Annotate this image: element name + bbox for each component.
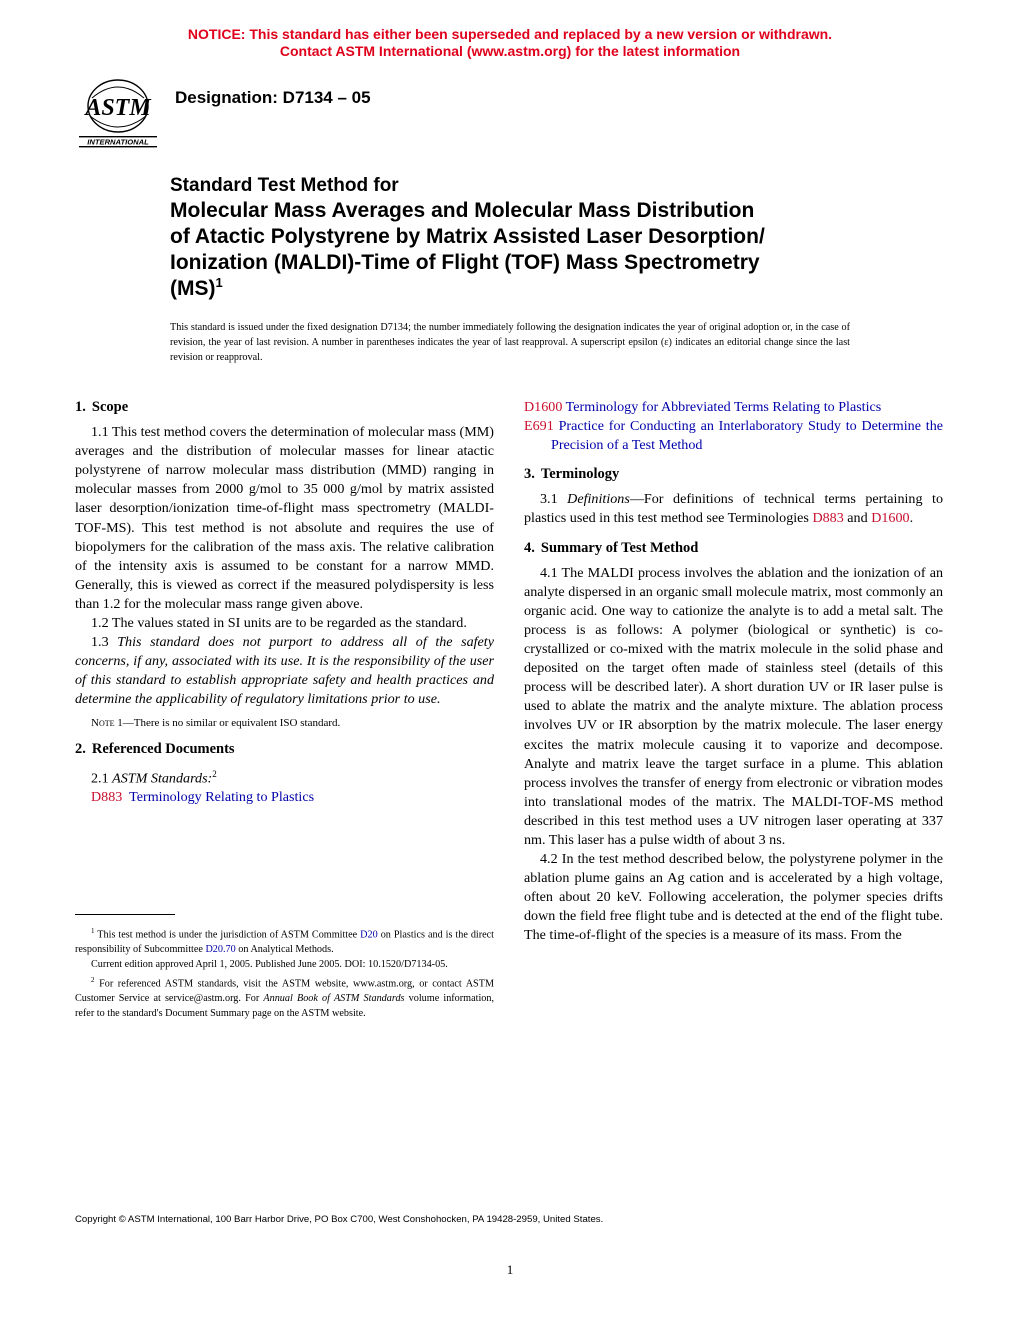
footnote-2-mark: 2 (91, 975, 95, 984)
footnote-1-text-a: This test method is under the jurisdiction of ASTM Committee (97, 929, 358, 941)
reference-e691-code[interactable]: E691 (524, 418, 554, 435)
referenced-number: 2. (75, 740, 86, 757)
scope-p3-number: 1.3 (91, 634, 109, 651)
scope-paragraph-1-1: 1.1 This test method covers the determination of molecular mass (MM) averages and the distribution of molecular masses for linear atactic polystyrene of narrow molecular mass distribution (MMD) ranging in molecular masses from 2000 g/mol to 35 000 g/mol by matrix assisted laser desorption/ionization time-of-flight mass spectrometry (MALDI-TOF-MS). This test method is not absolute and requires the use of biopolymers for the calibration of the mass axis. The relative calibration of the intensity axis is assumed to be constant for a narrow MMD. Generally, this is viewed as correct if the measured polydispersity is less than 1.2 for the molecular mass range given above. (75, 424, 494, 612)
logo-mark: ASTM (85, 95, 151, 121)
terminology-p-number: 3.1 (540, 491, 558, 508)
reference-d883-code[interactable]: D883 (91, 789, 123, 806)
title-line-4 (170, 276, 870, 302)
footnote-1-link-d2070[interactable]: D20.70 (205, 944, 236, 956)
reference-e691[interactable] (524, 417, 943, 455)
page-number: 1 (506, 1262, 514, 1277)
footnote-2-italic: Annual Book of ASTM Standards (263, 992, 405, 1004)
terminology-ref-d1600[interactable]: D1600 (871, 510, 910, 527)
summary-heading (524, 539, 943, 558)
title-footnote-mark: 1 (215, 275, 223, 290)
referenced-p1-sup: 2 (212, 768, 217, 779)
summary-paragraph-4-1: 4.1 The MALDI process involves the ablation and the ionization of an analyte dispersed in an organic small molecule matrix, most commonly an organic acid. One way to cationize the analyte is to add a metal salt. The process is as follows: A polymer (biological or synthetic) is co-crystallized or co-mixed with the matrix molecule in the solid phase and deposited on the target often made of stainless steel (details of this process will be described later). A short duration UV or IR laser pulse is used to ablate the matrix and the analyte mixture. The ablation process involves UV or IR absorption by the matrix molecule. The laser energy excites the matrix molecule causing it to vaporize and decompose. Analyte and matrix leave the target surface in a plume. This ablation process involves the transfer of energy from electronic or vibration modes into translational modes of the matrix. The MALDI-TOF-MS method described in this test method uses a UV nitrogen laser operating at 337 nm. This laser has a pulse width of about 3 ns. (524, 564, 943, 848)
footnote-1-mark: 1 (91, 927, 95, 935)
summary-paragraph-4-2: 4.2 In the test method described below, the polystyrene polymer in the ablation plume gains an Ag cation and is accelerated by a high voltage, often about 20 keV. Following acceleration, the polymer species drifts down the field free flight tube and is detected at the end of the flight tube. The time-of-flight of the species is a measure of its mass. From the (524, 851, 943, 944)
notice-line-1: NOTICE: This standard has either been superseded and replaced by a new version or withdrawn. (187, 26, 833, 42)
footnotes (75, 924, 494, 1022)
document-title (170, 198, 870, 302)
scope-paragraph-1-3 (75, 633, 494, 709)
issue-statement: This standard is issued under the fixed designation D7134; the number immediately following the designation indicates the year of original adoption or, in the case of revision, the year of last revision. A number in parentheses indicates the year of last reapproval. A superscript epsilon (ε) indicates an editorial change since the last revision or reapproval. (170, 322, 850, 363)
referenced-p1-number: 2.1 (91, 770, 109, 787)
reference-d883[interactable] (75, 788, 494, 807)
title-line-2: of Atactic Polystyrene by Matrix Assisted Laser Desorption/ (170, 225, 765, 248)
footnote-1-text-b: on Plastics and is the direct responsibility of Subcommittee (75, 929, 495, 956)
designation: Designation: D7134 – 05 (175, 88, 371, 107)
referenced-p1-text: ASTM Standards: (112, 770, 213, 787)
terminology-number: 3. (524, 466, 535, 483)
scope-heading-text: Scope (91, 399, 129, 415)
right-column (524, 398, 943, 946)
terminology-p-text: —For definitions of technical terms pertaining to plastics used in this test method see Terminologies (524, 491, 943, 527)
referenced-heading-text: Referenced Documents (91, 740, 235, 757)
title-line-4-text: (MS) (170, 277, 216, 300)
referenced-heading (75, 740, 494, 759)
note-1-label: Note 1 (91, 716, 123, 729)
footnote-1-edition: Current edition approved April 1, 2005. Published June 2005. DOI: 10.1520/D7134-05. (91, 958, 448, 970)
astm-logo-icon (76, 78, 160, 150)
terminology-ref-d883[interactable]: D883 (812, 510, 844, 527)
note-1 (75, 716, 494, 730)
footnote-1-text-c: on Analytical Methods. (238, 944, 334, 956)
withdrawal-notice (0, 26, 1020, 60)
left-column (75, 398, 494, 807)
scope-p3-text: This standard does not purport to address all of the safety concerns, if any, associated with its use. It is the responsibility of the user of this standard to establish appropriate safety and health practices and determine the applicability of regulatory limitations prior to use. (75, 634, 494, 708)
scope-heading (75, 398, 494, 417)
copyright: Copyright © ASTM International, 100 Barr Harbor Drive, PO Box C700, West Conshohocken, PA 19428-2959, United States. (75, 1214, 604, 1225)
terminology-and: and (847, 510, 868, 527)
summary-number: 4. (524, 539, 535, 556)
terminology-heading (524, 465, 943, 484)
terminology-p-term: Definitions (567, 491, 630, 508)
reference-d1600-code[interactable]: D1600 (524, 399, 563, 415)
footnote-2-text-b: volume information, refer to the standard's Document Summary page on the ASTM website. (75, 992, 495, 1019)
referenced-paragraph-2-1 (75, 765, 494, 789)
reference-d1600-title[interactable]: Terminology for Abbreviated Terms Relating to Plastics (565, 399, 882, 415)
reference-d883-title[interactable]: Terminology Relating to Plastics (129, 789, 315, 806)
title-line-1: Molecular Mass Averages and Molecular Mass Distribution (170, 199, 755, 222)
scope-number: 1. (75, 399, 86, 415)
scope-paragraph-1-2: 1.2 The values stated in SI units are to be regarded as the standard. (91, 615, 467, 632)
reference-e691-title[interactable]: Practice for Conducting an Interlaboratory Study to Determine the Precision of a Test Method (551, 418, 943, 454)
summary-heading-text: Summary of Test Method (540, 539, 699, 556)
footnote-1-link-d20[interactable]: D20 (360, 929, 378, 941)
footnote-1 (75, 924, 494, 958)
footnote-2 (75, 973, 494, 1022)
title-line-3: Ionization (MALDI)-Time of Flight (TOF) Mass Spectrometry (170, 251, 760, 274)
astm-logo (76, 78, 160, 150)
footnote-rule (75, 914, 175, 915)
title-prefix: Standard Test Method for (170, 175, 399, 196)
terminology-end: . (909, 510, 914, 527)
footnote-2-text-a: For referenced ASTM standards, visit the ASTM website, www.astm.org, or contact ASTM Customer Service at service@astm.org. For (75, 978, 495, 1004)
logo-sub: INTERNATIONAL (87, 137, 149, 147)
notice-line-2: Contact ASTM International (www.astm.org) for the latest information (279, 43, 741, 59)
terminology-heading-text: Terminology (540, 466, 620, 483)
terminology-paragraph-3-1 (524, 490, 943, 528)
note-1-text: —There is no similar or equivalent ISO standard. (122, 716, 341, 729)
reference-d1600[interactable] (524, 398, 943, 417)
